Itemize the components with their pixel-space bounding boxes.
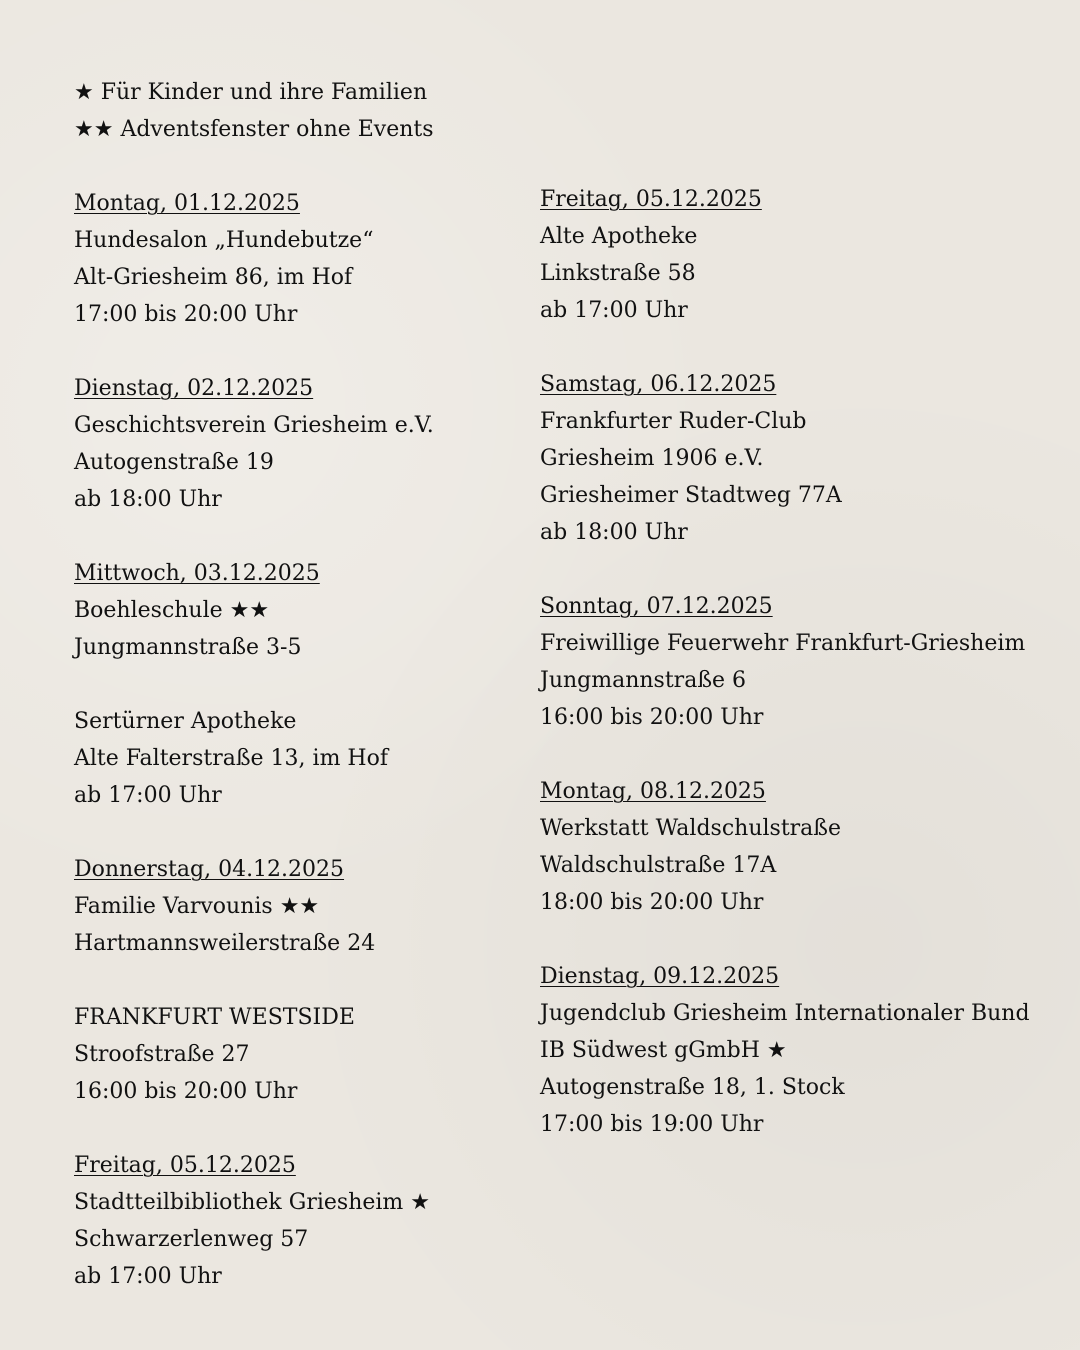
event-address: Autogenstraße 18, 1. Stock	[540, 1075, 845, 1100]
event-entry	[74, 999, 514, 1110]
event-address: Linkstraße 58	[540, 261, 696, 286]
event-date: Montag, 08.12.2025	[540, 779, 766, 804]
event-entry	[74, 1147, 514, 1295]
event-time: 16:00 bis 20:00 Uhr	[74, 1079, 298, 1104]
event-address: Griesheimer Stadtweg 77A	[540, 483, 842, 508]
event-time: 18:00 bis 20:00 Uhr	[540, 890, 764, 915]
event-entry	[540, 181, 1040, 329]
event-venue: Werkstatt Waldschulstraße	[540, 816, 842, 841]
event-entry	[540, 588, 1040, 736]
event-date: Dienstag, 09.12.2025	[540, 964, 780, 989]
schedule-right-column	[540, 181, 1040, 1180]
event-address: Hartmannsweilerstraße 24	[74, 931, 376, 956]
event-entry	[74, 185, 514, 333]
event-entry	[74, 703, 514, 814]
event-date: Donnerstag, 04.12.2025	[74, 857, 345, 882]
schedule-left-column	[74, 185, 514, 1332]
event-venue: Frankfurter Ruder-Club	[540, 409, 807, 434]
event-time: 17:00 bis 20:00 Uhr	[74, 302, 298, 327]
event-entry	[540, 773, 1040, 921]
event-entry	[74, 370, 514, 518]
event-time: ab 17:00 Uhr	[74, 1264, 222, 1289]
event-venue: Boehleschule ★★	[74, 598, 270, 623]
event-venue: Geschichtsverein Griesheim e.V.	[74, 413, 434, 438]
event-date: Sonntag, 07.12.2025	[540, 594, 773, 619]
event-entry	[74, 851, 514, 962]
event-address: Stroofstraße 27	[74, 1042, 250, 1067]
event-venue: Sertürner Apotheke	[74, 709, 297, 734]
event-time: 16:00 bis 20:00 Uhr	[540, 705, 764, 730]
event-time: ab 17:00 Uhr	[540, 298, 688, 323]
event-venue-line2: Griesheim 1906 e.V.	[540, 446, 764, 471]
event-venue: Familie Varvounis ★★	[74, 894, 320, 919]
event-entry	[540, 958, 1040, 1143]
event-date: Montag, 01.12.2025	[74, 191, 300, 216]
event-date: Mittwoch, 03.12.2025	[74, 561, 320, 586]
event-date: Freitag, 05.12.2025	[74, 1153, 296, 1178]
event-venue: Stadtteilbibliothek Griesheim ★	[74, 1190, 430, 1215]
event-address: Schwarzerlenweg 57	[74, 1227, 309, 1252]
event-date: Freitag, 05.12.2025	[540, 187, 762, 212]
event-address: Alt-Griesheim 86, im Hof	[74, 265, 353, 290]
event-time: ab 18:00 Uhr	[540, 520, 688, 545]
event-venue: Freiwillige Feuerwehr Frankfurt-Griesheim	[540, 631, 1026, 656]
event-address: Jungmannstraße 6	[540, 668, 747, 693]
event-time: ab 17:00 Uhr	[74, 783, 222, 808]
event-venue: Hundesalon „Hundebutze“	[74, 228, 374, 253]
event-date: Dienstag, 02.12.2025	[74, 376, 314, 401]
event-time: 17:00 bis 19:00 Uhr	[540, 1112, 764, 1137]
event-venue-line2: IB Südwest gGmbH ★	[540, 1038, 787, 1063]
event-address: Autogenstraße 19	[74, 450, 274, 475]
legend	[74, 74, 434, 148]
legend-kids-families: ★ Für Kinder und ihre Familien	[74, 80, 428, 105]
event-entry	[74, 555, 514, 666]
event-venue: FRANKFURT WESTSIDE	[74, 1005, 355, 1030]
event-date: Samstag, 06.12.2025	[540, 372, 777, 397]
event-entry	[540, 366, 1040, 551]
event-venue: Jugendclub Griesheim Internationaler Bund	[540, 1001, 1030, 1026]
event-venue: Alte Apotheke	[540, 224, 698, 249]
event-address: Alte Falterstraße 13, im Hof	[74, 746, 388, 771]
legend-windows-no-events: ★★ Adventsfenster ohne Events	[74, 117, 434, 142]
event-time: ab 18:00 Uhr	[74, 487, 222, 512]
event-address: Waldschulstraße 17A	[540, 853, 777, 878]
event-address: Jungmannstraße 3-5	[74, 635, 302, 660]
